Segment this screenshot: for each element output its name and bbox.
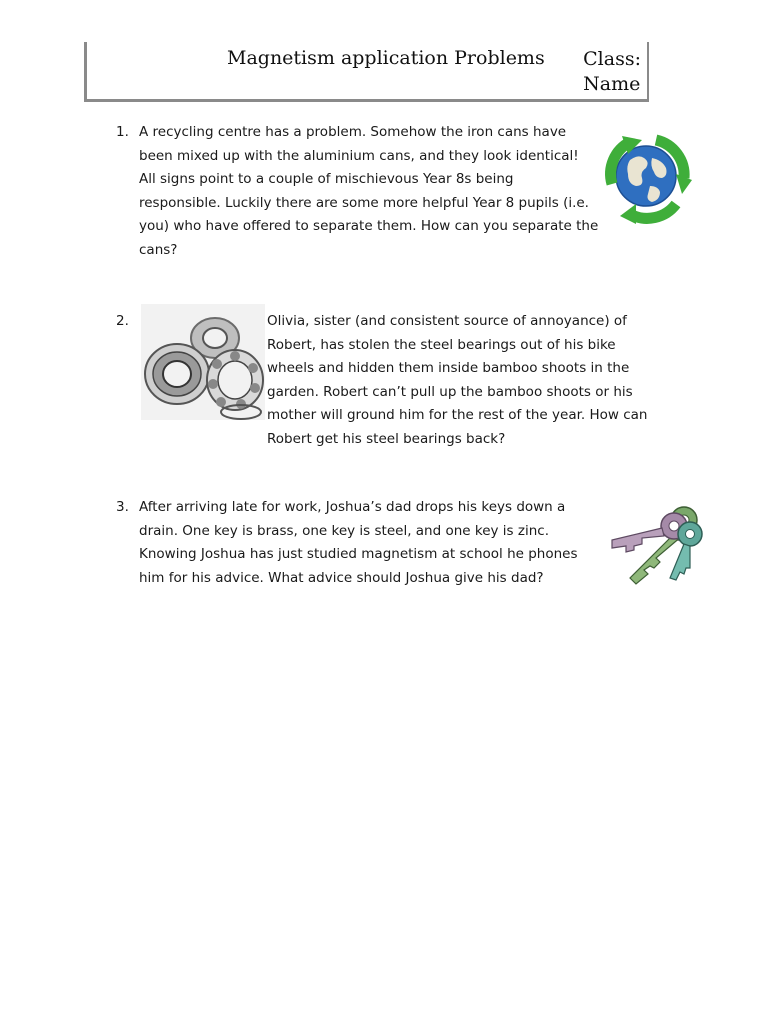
recycle-globe-icon (590, 120, 702, 232)
worksheet-header (84, 42, 649, 102)
question-2-text: Olivia, sister (and consistent source of annoyance) of Robert, has stolen the steel bearings out of his bike wheels and hidden them inside bamboo shoots in the garden. Robert can’t pull up the bamboo shoots or his mother will ground him for the rest of the year. How can Robert get his steel bearings back? (267, 313, 648, 447)
question-2-number: 2. (116, 313, 129, 329)
class-label: Class: (583, 48, 641, 70)
keys-icon (604, 498, 704, 588)
question-1-text: A recycling centre has a problem. Somehow the iron cans have been mixed up with the aluminium cans, and they look identical! All signs point to a couple of mischievous Year 8s being responsible. Luckily there are some more helpful Year 8 pupils (i.e. you) who have offered to separate them. How can you separate the cans? (139, 124, 599, 258)
worksheet-title: Magnetism application Problems (227, 47, 545, 69)
question-3-number: 3. (116, 499, 129, 515)
name-label: Name (583, 73, 641, 95)
ball-bearings-icon (141, 304, 265, 420)
question-1-number: 1. (116, 124, 129, 140)
class-name-fields (583, 47, 641, 97)
question-3-text: After arriving late for work, Joshua’s dad drops his keys down a drain. One key is brass, one key is steel, and one key is zinc. Knowing Joshua has just studied magnetism at school he phones him for his advice. What advice should Joshua give his dad? (139, 499, 578, 586)
